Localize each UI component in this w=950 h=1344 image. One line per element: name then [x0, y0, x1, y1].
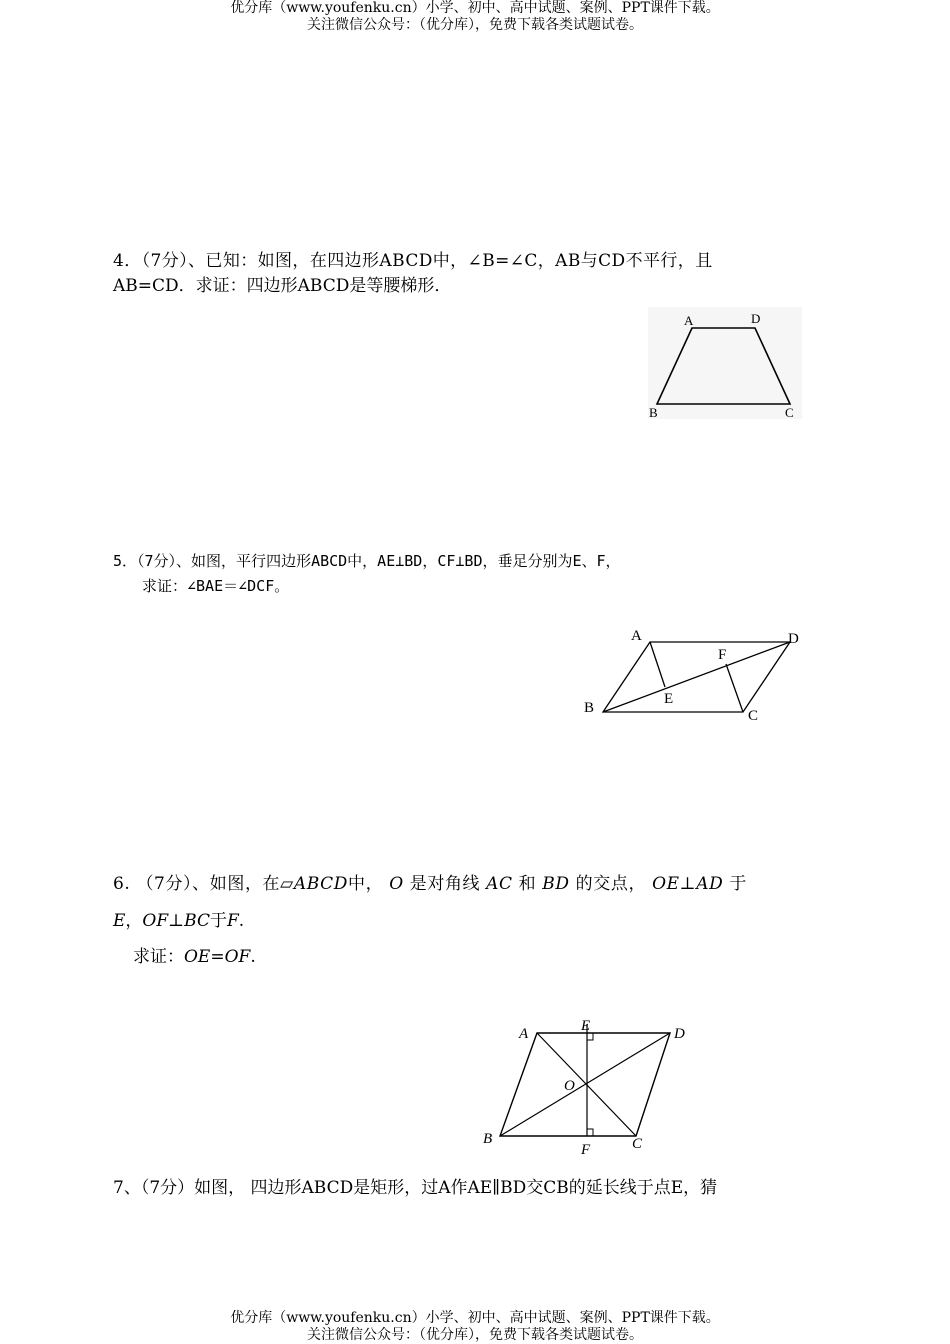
q6-text-line-3 [133, 946, 256, 968]
q4-trapezoid-figure [640, 305, 810, 425]
q6-he: 和 [518, 874, 537, 894]
q6-text-line-1 [113, 873, 747, 895]
q5-segment-cf [726, 664, 743, 712]
q6-prove-eq: OE=OF [184, 947, 251, 967]
q6-of-perp-bc: OF⊥BC [142, 911, 210, 931]
page-header-line-2: 关注微信公众号：（优分库），免费下载各类试题试卷。 [307, 17, 643, 33]
q6-label-f: F [581, 1142, 591, 1158]
q6-diagonal-bd [500, 1033, 670, 1136]
q6-prove-label: 求证： [133, 947, 184, 967]
q5-text-line-1: 5．（7分）、如图，平行四边形ABCD中，AE⊥BD，CF⊥BD，垂足分别为E、F， [113, 552, 621, 570]
q6-parallelogram-figure [475, 1010, 705, 1160]
page-footer-line-2: 关注微信公众号：（优分库），免费下载各类试题试卷。 [307, 1327, 643, 1343]
q6-label-b: B [483, 1131, 493, 1147]
q4-label-c: C [785, 405, 794, 420]
q6-oe-perp-ad: OE⊥AD [652, 874, 724, 894]
page-header-line-1: 优分库（www.youfenku.cn）小学、初中、高中试题、案例、PPT课件下载。 [230, 0, 720, 16]
q6-ac: AC [486, 874, 513, 894]
q6-right-angle-e-mark [587, 1033, 593, 1040]
q6-yu-2: 于 [209, 911, 227, 931]
q6-label-a: A [519, 1026, 529, 1042]
q4-label-a: A [684, 313, 694, 328]
q6-o: O [389, 874, 404, 894]
q6-text-line-2 [113, 910, 244, 932]
q6-line2-end: . [238, 911, 245, 931]
q6-intro: （7分）、如图，在 [136, 874, 281, 894]
q6-abcd: ABCD [293, 874, 348, 894]
q4-text-line-1: 4．（7分）、已知：如图，在四边形ABCD中，∠B=∠C，AB与CD不平行，且 [113, 251, 713, 271]
parallelogram-symbol-icon: ▱ [280, 874, 294, 894]
q5-label-b: B [584, 700, 595, 716]
q6-prove-end: . [250, 947, 256, 967]
page-footer-line-1: 优分库（www.youfenku.cn）小学、初中、高中试题、案例、PPT课件下载。 [230, 1310, 720, 1326]
q5-parallelogram-figure [575, 620, 815, 730]
q6-mid-1: 中， [347, 874, 384, 894]
q5-label-d: D [788, 631, 799, 647]
q5-label-c: C [748, 708, 759, 724]
q5-label-a: A [631, 628, 642, 644]
q4-figure-background [648, 307, 802, 419]
q6-mid-3: 的交点， [575, 874, 647, 894]
q4-label-b: B [649, 405, 658, 420]
q6-label-o: O [564, 1078, 575, 1094]
q6-label-d: D [674, 1026, 685, 1042]
q5-label-f: F [718, 647, 727, 663]
q6-mid-2: 是对角线 [409, 874, 481, 894]
q6-e: E [113, 911, 126, 931]
q6-right-angle-f-mark [587, 1129, 593, 1136]
q4-label-d: D [751, 311, 761, 326]
q6-f: F [226, 911, 239, 931]
q5-label-e: E [664, 691, 674, 707]
q6-comma: ， [125, 911, 143, 931]
q6-yu: 于 [729, 874, 747, 894]
q5-segment-ae [650, 642, 665, 687]
q6-label-c: C [632, 1136, 643, 1152]
q4-text-line-2: AB=CD．求证：四边形ABCD是等腰梯形． [113, 276, 452, 296]
q6-label-e: E [581, 1018, 591, 1034]
q5-text-line-2: 求证：∠BAE＝∠DCF。 [142, 577, 290, 595]
q5-diagonal-bd [603, 642, 790, 712]
q6-number: 6. [113, 874, 131, 894]
q6-bd: BD [542, 874, 570, 894]
q7-text-line-1: 7、（7分）如图， 四边形ABCD是矩形，过A作AE∥BD交CB的延长线于点E，猜 [113, 1178, 718, 1198]
